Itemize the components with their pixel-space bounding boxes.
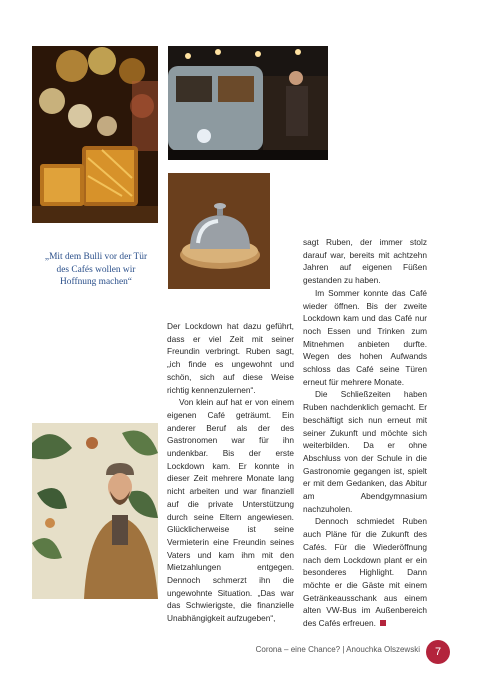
- photo-vw-bus: [168, 46, 328, 160]
- paragraph: Die Schließzeiten haben Ruben nachdenklich gemacht. Er beschäftigt sich nun erneut mit seiner Zukunft und möchte sich weiterbilden. Da er ohne Abschluss von der Schule in die Gastronomie gegangen ist, spielt er mit dem Gedanken, das Abitur am Abendgymnasium nachzuholen.: [303, 389, 427, 514]
- paragraph: Von klein auf hat er von einem eigenen Café geträumt. Ein anderer Beruf als der des Gastronomen war für ihn undenkbar. Bis der erste Lockdown kam. Er konnte in dieser Zeit mehrere Monate lang nicht arbeiten und war finanziell auf die private Unterstützung durch seine Eltern angewiesen. Glücklicherweise ist seine Vermieterin eine Freundin seines Vaters und kam ihm mit den Mietzahlungen entgegen. Dennoch schmerzt ihn die ungewohnte Situation. „Das war das Schwierigste, die finanzielle Unabhängigkeit aufzugeben“,: [167, 397, 294, 624]
- photo-service-bell: [168, 173, 270, 289]
- pull-quote: „Mit dem Bulli vor der Tür des Cafés wollen wir Hoffnung machen“: [44, 252, 148, 288]
- paragraph: Der Lockdown hat dazu geführt, dass er viel Zeit mit seiner Freundin verbringt. Ruben sagt, „ich finde es ungewohnt und schön, sich auf diese Weise richtig kennenzulernen“.: [167, 321, 294, 395]
- text-column-right: [303, 236, 427, 630]
- paragraph-text: Dennoch schmiedet Ruben auch Pläne für die Zukunft des Cafés. Für die Wiederöffnung nach dem Lockdown plant er ein besonderes Highlight. Dann möchte er die Gäste mit einem Getränkeausschank aus einem alten VW-Bus im Außenbereich des Cafés erfreuen.: [303, 516, 427, 629]
- paragraph: sagt Ruben, der immer stolz darauf war, bereits mit achtzehn Jahren auf eigenen Füßen gestanden zu haben.: [303, 237, 427, 286]
- paragraph: Im Sommer konnte das Café wieder öffnen. Bis der zweite Lockdown kam und das Café nur noch Essen und Trinken zum Mitnehmen anbieten durfte. Wegen des hohen Aufwands schloss das Café seine Türen erneut für mehrere Monate.: [303, 287, 427, 387]
- photo-candle-glasses: [32, 46, 158, 223]
- footer-running-title: Corona – eine Chance? | Anouchka Olszewski: [255, 645, 420, 654]
- paragraph: [303, 515, 427, 629]
- end-mark-icon: [380, 620, 386, 626]
- page-number: 7: [426, 640, 450, 664]
- photo-ruben-portrait: [32, 423, 158, 599]
- text-column-left: [167, 320, 294, 625]
